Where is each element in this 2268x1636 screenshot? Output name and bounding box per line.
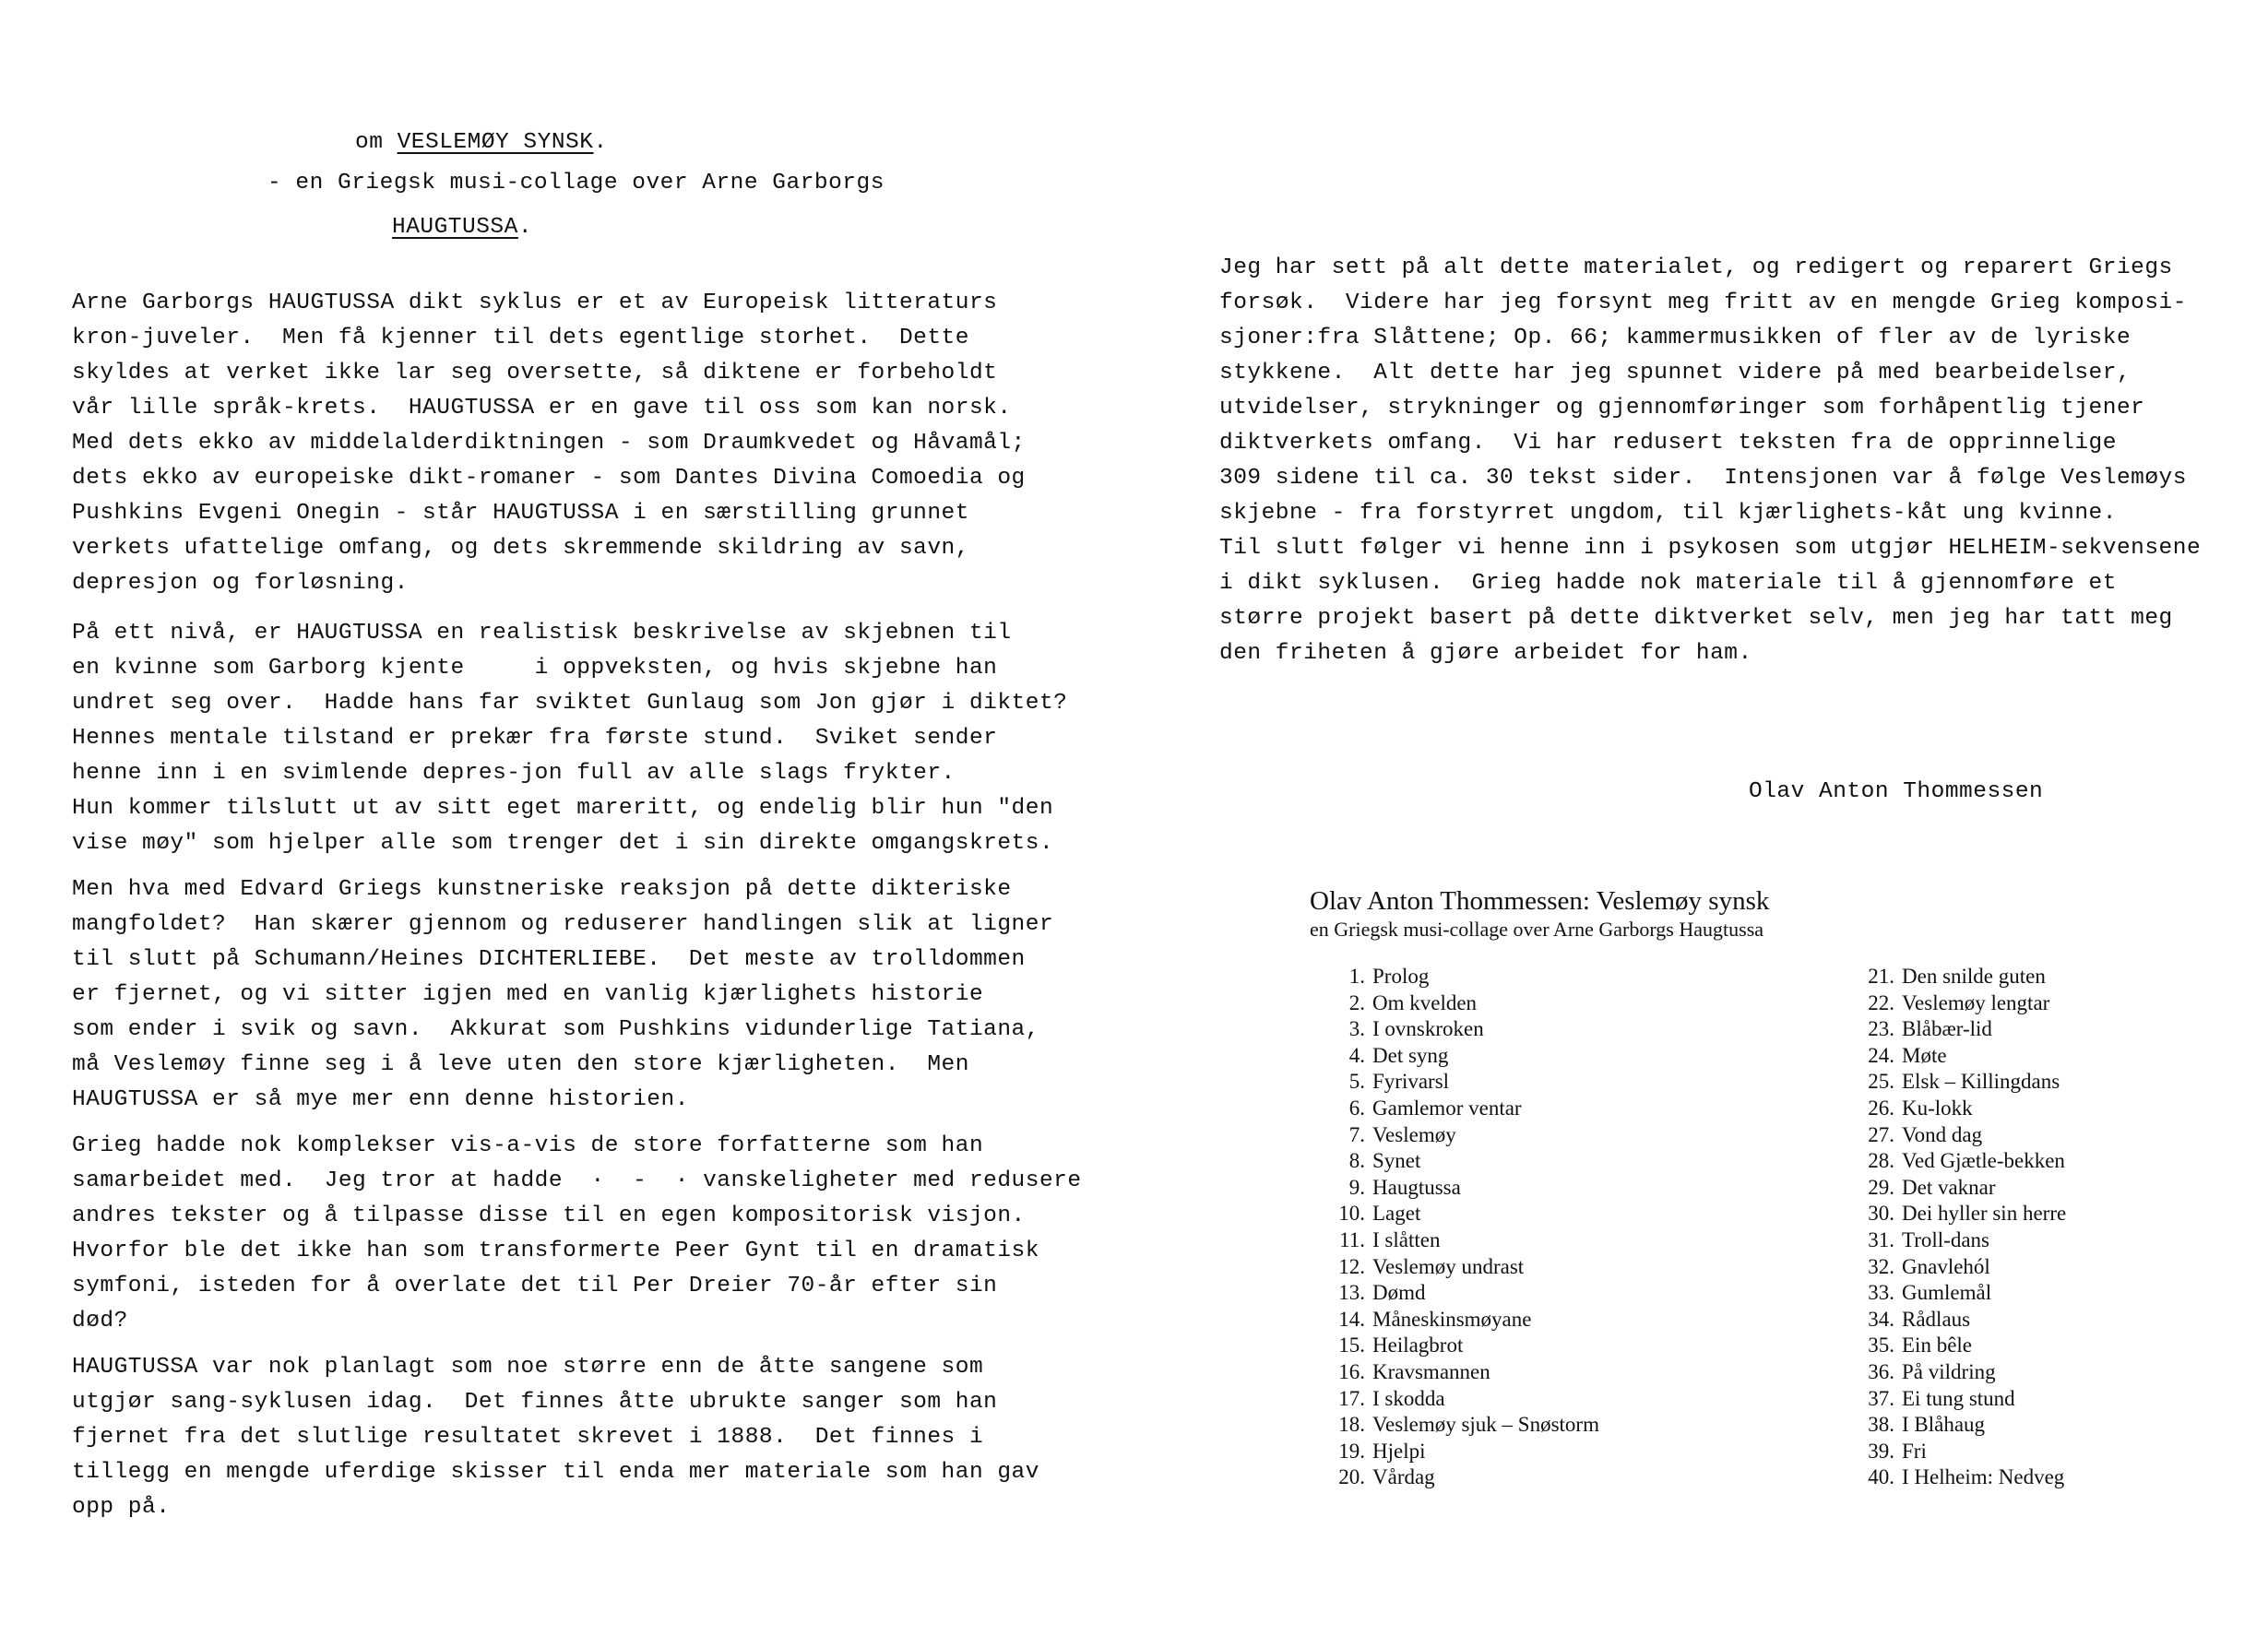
track-name: Gnavlehól bbox=[1902, 1254, 1990, 1278]
track-number: 11. bbox=[1339, 1227, 1365, 1251]
track-list-column-2 bbox=[1854, 964, 2241, 1491]
track-number: 31. bbox=[1868, 1227, 1894, 1251]
essay-line: På ett nivå, er HAUGTUSSA en realistisk beskrivelse av skjebnen til bbox=[72, 621, 1012, 646]
essay-line: Med dets ekko av middelalderdiktningen - som Draumkvedet og Håvamål; bbox=[72, 431, 1026, 456]
essay-title-prefix: om bbox=[355, 130, 398, 155]
author-signature: Olav Anton Thommessen bbox=[1749, 779, 2044, 804]
essay-line: kron-juveler. Men få kjenner til dets egentlige storhet. Dette bbox=[72, 326, 969, 350]
track-number: 20. bbox=[1338, 1465, 1365, 1489]
track-number: 12. bbox=[1338, 1254, 1365, 1278]
essay-line: en kvinne som Garborg kjente i oppveksten, og hvis skjebne han bbox=[72, 656, 998, 681]
track-number: 27. bbox=[1868, 1122, 1894, 1146]
essay-line: Hvorfor ble det ikke han som transformerte Peer Gynt til en dramatisk bbox=[72, 1239, 1039, 1263]
track-list-item bbox=[1324, 1016, 1712, 1043]
track-name: Dømd bbox=[1372, 1281, 1426, 1305]
essay-line: andres tekster og å tilpasse disse til en egen kompositorisk visjon. bbox=[72, 1203, 1026, 1228]
track-number: 24. bbox=[1868, 1043, 1894, 1067]
track-name: Gumlemål bbox=[1902, 1281, 1992, 1305]
track-list-item bbox=[1854, 1122, 2241, 1149]
track-list-item bbox=[1324, 1201, 1712, 1227]
essay-paragraph-4 bbox=[72, 1129, 1114, 1339]
track-name: Dei hyller sin herre bbox=[1902, 1202, 2067, 1226]
essay-line: Pushkins Evgeni Onegin - står HAUGTUSSA i en særstilling grunnet bbox=[72, 501, 969, 526]
track-number: 7. bbox=[1348, 1122, 1365, 1146]
essay-line: tillegg en mengde uferdige skisser til enda mer materiale som han gav bbox=[72, 1460, 1039, 1485]
essay-line: skyldes at verket ikke lar seg oversette, så diktene er forbeholdt bbox=[72, 361, 998, 385]
track-name: Fri bbox=[1902, 1439, 1927, 1463]
track-number: 37. bbox=[1868, 1386, 1894, 1410]
track-number: 18. bbox=[1338, 1413, 1365, 1437]
essay-line: vår lille språk-krets. HAUGTUSSA er en gave til oss som kan norsk. bbox=[72, 396, 1012, 421]
track-number: 16. bbox=[1338, 1359, 1365, 1383]
track-number: 2. bbox=[1348, 990, 1365, 1014]
essay-line: Til slutt følger vi henne inn i psykosen som utgjør HELHEIM-sekvensene bbox=[1219, 536, 2202, 561]
track-name: Møte bbox=[1902, 1043, 1947, 1067]
track-name: Blåbær-lid bbox=[1902, 1017, 1992, 1041]
essay-line: sjoner:fra Slåttene; Op. 66; kammermusikken of fler av de lyriske bbox=[1219, 326, 2131, 350]
track-number: 35. bbox=[1868, 1334, 1894, 1357]
track-list-item bbox=[1854, 1175, 2241, 1202]
track-number: 25. bbox=[1868, 1070, 1894, 1094]
essay-work-name: HAUGTUSSA bbox=[392, 215, 518, 240]
track-list-item bbox=[1324, 1043, 1712, 1070]
essay-line: som ender i svik og savn. Akkurat som Pushkins vidunderlige Tatiana, bbox=[72, 1017, 1039, 1042]
track-list-item bbox=[1854, 1254, 2241, 1281]
track-list-column-1 bbox=[1324, 964, 1712, 1491]
essay-line: Arne Garborgs HAUGTUSSA dikt syklus er et av Europeisk litteraturs bbox=[72, 290, 998, 315]
track-name: Veslemøy bbox=[1372, 1122, 1456, 1146]
track-list-item bbox=[1854, 1386, 2241, 1413]
track-list-item bbox=[1854, 1359, 2241, 1386]
track-name: Hjelpi bbox=[1372, 1439, 1426, 1463]
track-name: Prolog bbox=[1372, 965, 1430, 988]
track-number: 32. bbox=[1868, 1254, 1894, 1278]
track-list-item bbox=[1854, 1148, 2241, 1175]
essay-line: må Veslemøy finne seg i å leve uten den store kjærligheten. Men bbox=[72, 1052, 969, 1077]
track-list-item bbox=[1324, 1464, 1712, 1491]
track-list-item bbox=[1854, 1227, 2241, 1254]
track-list-item bbox=[1324, 1412, 1712, 1439]
essay-line: skjebne - fra forstyrret ungdom, til kjærlighets-kåt ung kvinne. bbox=[1219, 501, 2117, 526]
track-list-item bbox=[1854, 1333, 2241, 1359]
track-name: Fyrivarsl bbox=[1372, 1070, 1450, 1094]
track-list-item bbox=[1854, 1069, 2241, 1096]
essay-title-suffix: . bbox=[593, 130, 608, 155]
essay-line: er fjernet, og vi sitter igjen med en vanlig kjærlighets historie bbox=[72, 982, 984, 1007]
track-name: Heilagbrot bbox=[1372, 1334, 1464, 1357]
track-number: 36. bbox=[1868, 1359, 1894, 1383]
track-name: Elsk – Killingdans bbox=[1902, 1070, 2060, 1094]
track-list-item bbox=[1854, 1096, 2241, 1122]
track-name: Det vaknar bbox=[1902, 1175, 1996, 1199]
track-name: Troll-dans bbox=[1902, 1227, 1989, 1251]
essay-paragraph-1 bbox=[72, 286, 1114, 601]
track-list-item bbox=[1854, 1280, 2241, 1307]
essay-line: den friheten å gjøre arbeidet for ham. bbox=[1219, 641, 1752, 666]
track-name: Synet bbox=[1372, 1149, 1421, 1173]
track-list-item bbox=[1854, 1307, 2241, 1334]
track-name: Ei tung stund bbox=[1902, 1386, 2015, 1410]
essay-line: henne inn i en svimlende depres-jon full av alle slags frykter. bbox=[72, 761, 956, 786]
track-list-item bbox=[1324, 1227, 1712, 1254]
essay-line: depresjon og forløsning. bbox=[72, 571, 409, 596]
essay-line: samarbeidet med. Jeg tror at hadde · - · vanskeligheter med redusere bbox=[72, 1168, 1082, 1193]
essay-line: til slutt på Schumann/Heines DICHTERLIEBE. Det meste av trolldommen bbox=[72, 947, 1026, 972]
track-list-item bbox=[1324, 1096, 1712, 1122]
essay-line: Jeg har sett på alt dette materialet, og redigert og reparert Griegs bbox=[1219, 255, 2173, 280]
track-name: Veslemøy sjuk – Snøstorm bbox=[1372, 1413, 1599, 1437]
essay-line: HAUGTUSSA var nok planlagt som noe større enn de åtte sangene som bbox=[72, 1355, 984, 1380]
track-list-item bbox=[1324, 1333, 1712, 1359]
track-number: 3. bbox=[1348, 1017, 1365, 1041]
track-name: I ovnskroken bbox=[1372, 1017, 1484, 1041]
track-list-item bbox=[1854, 990, 2241, 1017]
track-number: 39. bbox=[1868, 1439, 1894, 1463]
essay-line: vise møy" som hjelper alle som trenger det i sin direkte omgangskrets. bbox=[72, 831, 1054, 856]
track-list-item bbox=[1324, 1386, 1712, 1413]
track-number: 30. bbox=[1868, 1202, 1894, 1226]
track-name: Den snilde guten bbox=[1902, 965, 2046, 988]
track-name: Vond dag bbox=[1902, 1122, 1983, 1146]
essay-title-work: VESLEMØY SYNSK bbox=[397, 130, 594, 155]
track-list-item bbox=[1854, 1464, 2241, 1491]
track-number: 6. bbox=[1348, 1096, 1365, 1120]
essay-line: utvidelser, strykninger og gjennomføringer som forhåpentlig tjener bbox=[1219, 396, 2145, 421]
essay-paragraph-5 bbox=[72, 1350, 1114, 1525]
track-number: 28. bbox=[1868, 1149, 1894, 1173]
essay-line: Men hva med Edvard Griegs kunstneriske reaksjon på dette dikteriske bbox=[72, 877, 1012, 902]
essay-line: død? bbox=[72, 1309, 128, 1334]
track-name: I slåtten bbox=[1372, 1227, 1441, 1251]
track-list-item bbox=[1324, 1439, 1712, 1465]
track-name: Veslemøy lengtar bbox=[1902, 990, 2050, 1014]
track-number: 33. bbox=[1868, 1281, 1894, 1305]
essay-line: dets ekko av europeiske dikt-romaner - som Dantes Divina Comoedia og bbox=[72, 466, 1026, 491]
essay-line: Grieg hadde nok komplekser vis-a-vis de store forfatterne som han bbox=[72, 1133, 984, 1158]
essay-line: Hun kommer tilslutt ut av sitt eget mareritt, og endelig blir hun "den bbox=[72, 796, 1054, 821]
essay-line: 309 sidene til ca. 30 tekst sider. Intensjonen var å følge Veslemøys bbox=[1219, 466, 2187, 491]
track-name: Kravsmannen bbox=[1372, 1359, 1490, 1383]
essay-line: fjernet fra det slutlige resultatet skrevet i 1888. Det finnes i bbox=[72, 1425, 984, 1450]
essay-line: stykkene. Alt dette har jeg spunnet videre på med bearbeidelser, bbox=[1219, 361, 2131, 385]
track-name: Ved Gjætle-bekken bbox=[1902, 1149, 2065, 1173]
track-list-title: Olav Anton Thommessen: Veslemøy synsk bbox=[1310, 886, 1770, 916]
essay-line: undret seg over. Hadde hans far sviktet Gunlaug som Jon gjør i diktet? bbox=[72, 691, 1068, 716]
track-number: 5. bbox=[1348, 1070, 1365, 1094]
track-list-item bbox=[1324, 1280, 1712, 1307]
essay-line: i dikt syklusen. Grieg hadde nok materiale til å gjennomføre et bbox=[1219, 571, 2117, 596]
essay-line: diktverkets omfang. Vi har redusert teksten fra de opprinnelige bbox=[1219, 431, 2117, 456]
track-name: Vårdag bbox=[1372, 1465, 1435, 1489]
track-number: 22. bbox=[1868, 990, 1894, 1014]
track-number: 19. bbox=[1338, 1439, 1365, 1463]
track-number: 23. bbox=[1868, 1017, 1894, 1041]
track-number: 21. bbox=[1868, 965, 1894, 988]
track-number: 29. bbox=[1868, 1175, 1894, 1199]
essay-subtitle: - en Griegsk musi-collage over Arne Garborgs bbox=[267, 171, 885, 196]
track-name: Om kvelden bbox=[1372, 990, 1478, 1014]
essay-paragraph-2 bbox=[72, 616, 1114, 861]
track-name: Rådlaus bbox=[1902, 1307, 1971, 1331]
track-number: 13. bbox=[1338, 1281, 1365, 1305]
track-list-item bbox=[1854, 964, 2241, 990]
track-list-item bbox=[1324, 1148, 1712, 1175]
track-number: 17. bbox=[1338, 1386, 1365, 1410]
track-name: På vildring bbox=[1902, 1359, 1996, 1383]
track-list-item bbox=[1324, 1175, 1712, 1202]
track-list-item bbox=[1854, 1043, 2241, 1070]
track-number: 10. bbox=[1338, 1202, 1365, 1226]
essay-subtitle-work bbox=[392, 210, 532, 245]
essay-line: forsøk. Videre har jeg forsynt meg fritt av en mengde Grieg komposi- bbox=[1219, 290, 2187, 315]
track-number: 34. bbox=[1868, 1307, 1894, 1331]
track-name: I Helheim: Nedveg bbox=[1902, 1465, 2065, 1489]
track-name: Laget bbox=[1372, 1202, 1421, 1226]
track-name: Ku-lokk bbox=[1902, 1096, 1973, 1120]
track-list-item bbox=[1324, 990, 1712, 1017]
essay-line: opp på. bbox=[72, 1495, 171, 1520]
essay-title bbox=[355, 125, 608, 160]
essay-line: HAUGTUSSA er så mye mer enn denne historien. bbox=[72, 1087, 689, 1112]
track-name: I skodda bbox=[1372, 1386, 1445, 1410]
track-number: 40. bbox=[1868, 1465, 1894, 1489]
track-list-item bbox=[1324, 964, 1712, 990]
track-list-subtitle: en Griegsk musi-collage over Arne Garborgs Haugtussa bbox=[1310, 918, 1764, 941]
track-number: 14. bbox=[1338, 1307, 1365, 1331]
track-list-item bbox=[1854, 1201, 2241, 1227]
essay-line: utgjør sang-syklusen idag. Det finnes åtte ubrukte sanger som han bbox=[72, 1390, 998, 1415]
track-list-item bbox=[1854, 1412, 2241, 1439]
essay-line: symfoni, isteden for å overlate det til Per Dreier 70-år efter sin bbox=[72, 1274, 998, 1298]
track-list-item bbox=[1854, 1016, 2241, 1043]
track-number: 1. bbox=[1348, 965, 1365, 988]
track-name: Ein bêle bbox=[1902, 1334, 1972, 1357]
track-number: 9. bbox=[1348, 1175, 1365, 1199]
track-name: Det syng bbox=[1372, 1043, 1449, 1067]
track-list-item bbox=[1324, 1307, 1712, 1334]
essay-line: verkets ufattelige omfang, og dets skremmende skildring av savn, bbox=[72, 536, 969, 561]
track-list-item bbox=[1324, 1359, 1712, 1386]
track-name: I Blåhaug bbox=[1902, 1413, 1986, 1437]
essay-line: mangfoldet? Han skærer gjennom og reduserer handlingen slik at ligner bbox=[72, 912, 1054, 937]
track-list-item bbox=[1324, 1254, 1712, 1281]
track-list-item bbox=[1324, 1122, 1712, 1149]
essay-line: større projekt basert på dette diktverket selv, men jeg har tatt meg bbox=[1219, 606, 2173, 631]
track-name: Haugtussa bbox=[1372, 1175, 1461, 1199]
track-name: Måneskinsmøyane bbox=[1372, 1307, 1532, 1331]
track-name: Gamlemor ventar bbox=[1372, 1096, 1522, 1120]
essay-line: Hennes mentale tilstand er prekær fra første stund. Sviket sender bbox=[72, 726, 998, 751]
track-number: 15. bbox=[1338, 1334, 1365, 1357]
track-number: 4. bbox=[1348, 1043, 1365, 1067]
track-number: 8. bbox=[1348, 1149, 1365, 1173]
track-number: 38. bbox=[1868, 1413, 1894, 1437]
essay-paragraph-right bbox=[1219, 251, 2243, 671]
track-list-item bbox=[1324, 1069, 1712, 1096]
track-number: 26. bbox=[1868, 1096, 1894, 1120]
essay-paragraph-3 bbox=[72, 872, 1114, 1118]
track-list-item bbox=[1854, 1439, 2241, 1465]
essay-work-suffix: . bbox=[517, 215, 533, 240]
track-name: Veslemøy undrast bbox=[1372, 1254, 1525, 1278]
